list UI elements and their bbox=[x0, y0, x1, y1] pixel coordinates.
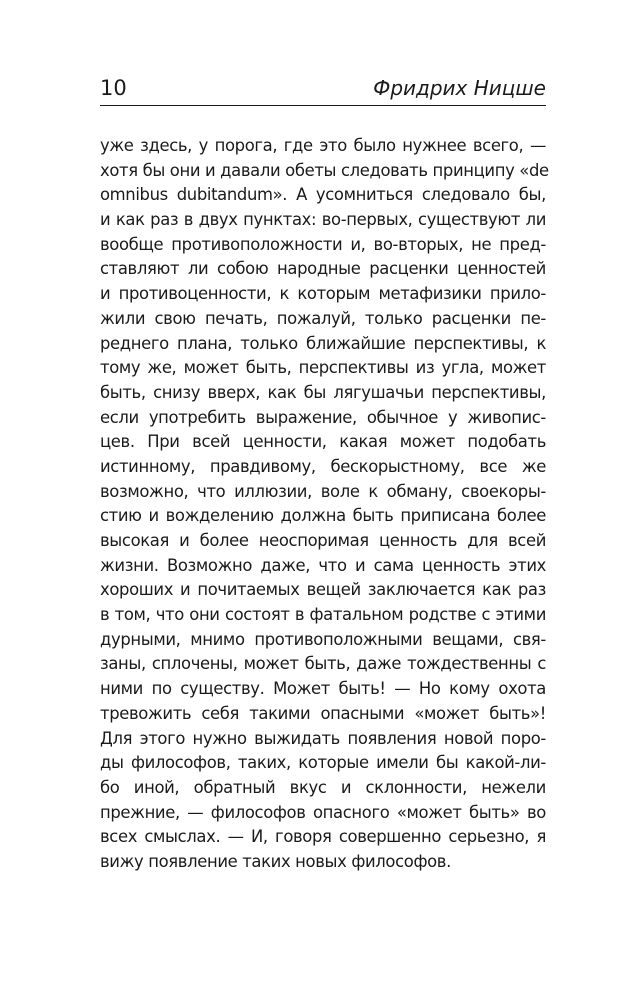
text-line: жили свою печать, пожалуй, только расценки пе- bbox=[100, 308, 546, 328]
text-line: уже здесь, у порога, где это было нужнее всего, — bbox=[100, 136, 546, 155]
text-line: ды философов, таких, которые имели бы какой-ли- bbox=[100, 753, 546, 773]
text-line: если употребить выражение, обычное у живопис- bbox=[100, 407, 546, 427]
text-line: возможно, что иллюзии, воле к обману, своекоры- bbox=[100, 481, 546, 501]
text-line: тревожить себя такими опасными «может быть»! bbox=[100, 703, 546, 723]
text-line: и как раз в двух пунктах: во-первых, существуют ли bbox=[100, 210, 546, 230]
text-line: хороших и почитаемых вещей заключается как раз bbox=[100, 580, 546, 600]
text-line: и противоценности, к которым метафизики прило- bbox=[100, 284, 546, 304]
text-line: быть, снизу вверх, как бы лягушачьи перспективы, bbox=[100, 382, 546, 402]
running-header bbox=[100, 74, 546, 106]
page-number: 10 bbox=[100, 76, 127, 100]
running-header-author: Фридрих Ницше bbox=[373, 76, 546, 100]
body-text bbox=[100, 134, 549, 875]
header-rule bbox=[100, 105, 546, 106]
text-line: всех смыслах. — И, говоря совершенно серьезно, я bbox=[100, 827, 546, 847]
text-line: ними по существу. Может быть! — Но кому охота bbox=[100, 679, 546, 699]
text-line: реднего плана, только ближайшие перспективы, к bbox=[100, 333, 546, 353]
text-line: Для этого нужно выжидать появления новой поро- bbox=[100, 728, 546, 748]
text-line: omnibus dubitandum». А усомниться следовало бы, bbox=[100, 185, 546, 205]
text-line: вообще противоположности и, во-вторых, не пред- bbox=[100, 234, 546, 254]
text-line: хотя бы они и давали обеты следовать принципу «de bbox=[100, 160, 549, 180]
text-line: жизни. Возможно даже, что и сама ценность этих bbox=[100, 555, 546, 575]
text-line: вижу появление таких новых философов. bbox=[100, 851, 451, 871]
text-line: в том, что они состоят в фатальном родстве с этими bbox=[100, 605, 546, 625]
text-line: истинному, правдивому, бескорыстному, все же bbox=[100, 456, 546, 476]
text-line: стию и вожделению должна быть приписана более bbox=[100, 506, 546, 526]
text-line: дурными, мнимо противоположными вещами, свя- bbox=[100, 629, 546, 649]
text-line: тому же, может быть, перспективы из угла, может bbox=[100, 358, 546, 378]
text-line: заны, сплочены, может быть, даже тождественны с bbox=[100, 654, 546, 674]
text-line: цев. При всей ценности, какая может подобать bbox=[100, 432, 546, 452]
text-line: высокая и более неоспоримая ценность для всей bbox=[100, 531, 546, 550]
text-line: прежние, — философов опасного «может быть» во bbox=[100, 802, 546, 822]
text-line: ставляют ли собою народные расценки ценностей bbox=[100, 259, 546, 279]
text-line: бо иной, обратный вкус и склонности, нежели bbox=[100, 777, 546, 797]
